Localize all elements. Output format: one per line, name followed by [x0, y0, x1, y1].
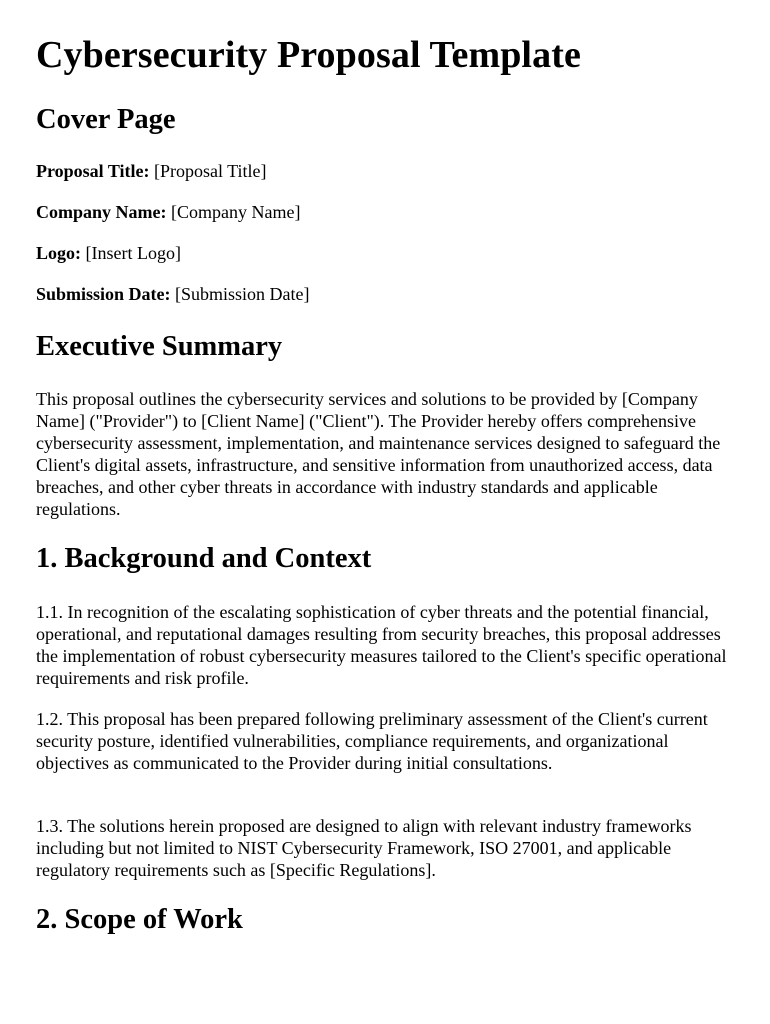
background-paragraph-2: 1.2. This proposal has been prepared following preliminary assessment of the Client's current security posture, identified vulnerabilities, compliance requirements, and organizational objectives as communicated to the Provider during initial consultations.: [36, 709, 708, 773]
scope-of-work-heading: 2. Scope of Work: [36, 904, 243, 935]
proposal-title-field: [36, 161, 267, 182]
background-paragraph-1: 1.1. In recognition of the escalating sophistication of cyber threats and the potential financial, operational, and reputational damages resulting from security breaches, this proposal addresses the implementation of robust cybersecurity measures tailored to the Client's specific operational requirements and risk profile.: [36, 602, 727, 688]
company-name-field: [36, 202, 300, 223]
field-label: Proposal Title:: [36, 161, 150, 181]
logo-field: [36, 243, 181, 264]
field-value: [Submission Date]: [175, 284, 310, 304]
executive-summary-text: This proposal outlines the cybersecurity services and solutions to be provided by [Company Name] ("Provider") to [Client Name] ("Client"). The Provider hereby offers comprehensive cybersecurity assessment, implementation, and maintenance services designed to safeguard the Client's digital assets, infrastructure, and sensitive information from unauthorized access, data breaches, and other cyber threats in accordance with industry standards and applicable regulations.: [36, 389, 721, 519]
background-heading: 1. Background and Context: [36, 543, 372, 574]
field-value: [Company Name]: [171, 202, 301, 222]
field-value: [Insert Logo]: [85, 243, 181, 263]
background-paragraph-3: 1.3. The solutions herein proposed are designed to align with relevant industry frameworks including but not limited to NIST Cybersecurity Framework, ISO 27001, and applicable regulatory requirements such as [Specific Regulations].: [36, 816, 692, 880]
field-value: [Proposal Title]: [154, 161, 267, 181]
cover-page-heading: Cover Page: [36, 104, 176, 135]
field-label: Company Name:: [36, 202, 167, 222]
submission-date-field: [36, 284, 310, 305]
field-label: Logo:: [36, 243, 81, 263]
field-label: Submission Date:: [36, 284, 171, 304]
document-title: Cybersecurity Proposal Template: [36, 34, 581, 76]
executive-summary-heading: Executive Summary: [36, 331, 283, 362]
